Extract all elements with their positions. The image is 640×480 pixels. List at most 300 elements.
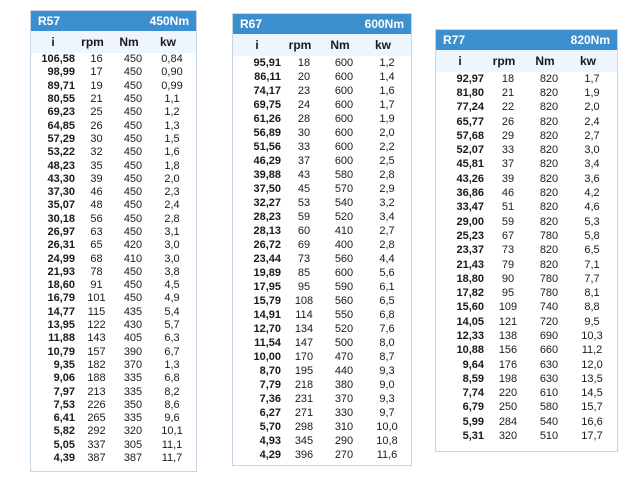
table-row: [436, 301, 617, 315]
cell-rpm: 143: [87, 332, 106, 345]
cell-nm: 310: [334, 420, 354, 433]
cell-i: 7,53: [53, 398, 75, 411]
cell-rpm: 108: [294, 294, 314, 307]
cell-kw: 8,8: [584, 301, 600, 314]
cell-i: 15,79: [253, 294, 281, 307]
cell-nm: 600: [334, 154, 354, 167]
cell-i: 10,88: [456, 344, 484, 357]
table-row: [31, 93, 196, 106]
cell-kw: 3,2: [379, 196, 395, 209]
cell-nm: 820: [539, 201, 559, 214]
cell-nm: 630: [539, 372, 559, 385]
table-row: [233, 196, 411, 210]
cell-rpm: 35: [90, 159, 103, 172]
cell-nm: 820: [539, 72, 559, 85]
cell-i: 23,37: [456, 244, 484, 257]
cell-rpm: 46: [501, 187, 515, 200]
cell-nm: 560: [334, 252, 354, 265]
cell-rpm: 188: [87, 372, 106, 385]
table-row: [233, 378, 411, 392]
cell-rpm: 176: [498, 358, 518, 371]
cell-nm: 570: [334, 182, 354, 195]
cell-nm: 370: [123, 358, 143, 371]
cell-rpm: 25: [90, 106, 103, 119]
cell-i: 11,54: [254, 336, 281, 349]
table-row: [233, 448, 411, 462]
table-row: [233, 140, 411, 154]
cell-kw: 10,8: [376, 434, 398, 447]
torque-label: 820Nm: [570, 33, 610, 47]
cell-rpm: 32: [90, 146, 103, 159]
cell-kw: 1,7: [379, 98, 395, 111]
cell-kw: 10,3: [581, 329, 603, 342]
cell-kw: 3,0: [584, 144, 600, 157]
cell-i: 26,72: [253, 238, 281, 251]
cell-i: 53,22: [47, 146, 75, 159]
cell-rpm: 292: [87, 425, 106, 438]
col-kw: kw: [159, 35, 176, 49]
cell-i: 7,97: [53, 385, 75, 398]
cell-rpm: 250: [498, 401, 518, 414]
table-row: [233, 294, 411, 308]
cell-i: 15,60: [456, 301, 484, 314]
cell-kw: 2,7: [379, 224, 395, 237]
cell-rpm: 51: [501, 201, 515, 214]
cell-i: 81,80: [456, 86, 484, 99]
table-row: [436, 72, 617, 86]
cell-i: 86,11: [254, 70, 281, 83]
cell-rpm: 226: [87, 398, 106, 411]
cell-kw: 2,3: [164, 186, 180, 199]
cell-nm: 450: [123, 119, 143, 132]
cell-i: 51,56: [253, 140, 281, 153]
cell-nm: 820: [539, 101, 559, 114]
cell-kw: 3,4: [584, 158, 600, 171]
cell-nm: 370: [334, 392, 354, 405]
cell-i: 28,13: [253, 224, 281, 237]
cell-i: 39,88: [253, 168, 281, 181]
cell-nm: 405: [123, 332, 143, 345]
cell-nm: 290: [334, 434, 354, 447]
cell-rpm: 33: [297, 140, 311, 153]
table-row: [31, 332, 196, 345]
cell-nm: 500: [334, 336, 354, 349]
cell-rpm: 39: [90, 172, 103, 185]
table-row: [436, 315, 617, 329]
cell-i: 23,44: [253, 252, 281, 265]
cell-nm: 450: [123, 146, 143, 159]
cell-rpm: 26: [90, 119, 103, 132]
cell-i: 64,85: [47, 119, 75, 132]
cell-i: 8,70: [259, 364, 281, 377]
table-row: [233, 364, 411, 378]
cell-nm: 350: [123, 398, 143, 411]
table-row: [436, 358, 617, 372]
cell-i: 10,79: [47, 345, 75, 358]
cell-kw: 8,6: [164, 398, 180, 411]
table-rows: [436, 72, 617, 444]
cell-rpm: 16: [90, 53, 103, 66]
cell-i: 74,17: [253, 84, 281, 97]
cell-nm: 820: [539, 129, 559, 142]
cell-i: 61,26: [253, 112, 281, 125]
cell-rpm: 115: [87, 305, 106, 318]
cell-i: 29,00: [456, 215, 484, 228]
cell-rpm: 33: [501, 144, 515, 157]
cell-rpm: 396: [294, 448, 314, 461]
cell-i: 43,26: [456, 172, 484, 185]
cell-rpm: 48: [90, 199, 103, 212]
cell-i: 6,41: [53, 412, 75, 425]
cell-kw: 2,0: [379, 126, 395, 139]
cell-kw: 0,99: [161, 79, 183, 92]
table-row: [31, 346, 196, 359]
cell-i: 11,88: [48, 332, 75, 345]
cell-kw: 6,5: [379, 294, 395, 307]
cell-i: 7,36: [259, 392, 281, 405]
cell-rpm: 134: [294, 322, 314, 335]
cell-nm: 740: [539, 301, 559, 314]
table-row: [233, 70, 411, 84]
cell-i: 4,39: [53, 452, 75, 465]
cell-kw: 2,8: [379, 168, 395, 181]
table-row: [436, 415, 617, 429]
col-nm: Nm: [330, 38, 350, 52]
cell-nm: 600: [334, 70, 354, 83]
model-label: R77: [443, 33, 466, 47]
cell-rpm: 337: [87, 438, 106, 451]
cell-rpm: 298: [294, 420, 314, 433]
col-i: i: [255, 38, 259, 52]
cell-nm: 450: [123, 199, 143, 212]
cell-i: 14,05: [456, 315, 484, 328]
cell-i: 8,59: [462, 372, 484, 385]
cell-i: 13,95: [47, 319, 75, 332]
table-row: [233, 112, 411, 126]
cell-nm: 450: [123, 159, 143, 172]
cell-nm: 780: [539, 229, 559, 242]
cell-kw: 10,1: [161, 425, 183, 438]
cell-kw: 6,3: [164, 332, 180, 345]
table-row: [436, 186, 617, 200]
cell-nm: 600: [334, 266, 354, 279]
cell-i: 16,79: [47, 292, 75, 305]
cell-nm: 590: [334, 280, 354, 293]
cell-i: 4,29: [259, 448, 281, 461]
table-row: [31, 292, 196, 305]
cell-kw: 2,5: [379, 154, 395, 167]
cell-rpm: 30: [297, 126, 311, 139]
cell-i: 52,07: [456, 144, 484, 157]
cell-i: 69,75: [253, 98, 281, 111]
cell-i: 21,43: [456, 258, 484, 271]
cell-nm: 450: [123, 292, 143, 305]
cell-i: 80,55: [47, 93, 75, 106]
cell-kw: 3,4: [379, 210, 395, 223]
table-row: [31, 385, 196, 398]
cell-kw: 5,3: [584, 215, 600, 228]
cell-kw: 2,9: [379, 182, 395, 195]
cell-rpm: 60: [297, 224, 311, 237]
cell-kw: 2,2: [379, 140, 395, 153]
cell-rpm: 53: [297, 196, 311, 209]
table-row: [31, 53, 196, 66]
cell-i: 46,29: [253, 154, 281, 167]
cell-rpm: 24: [297, 98, 311, 111]
cell-kw: 9,5: [584, 315, 600, 328]
cell-kw: 10,0: [376, 420, 398, 433]
cell-kw: 1,9: [584, 86, 600, 99]
cell-rpm: 20: [297, 70, 311, 83]
cell-i: 36,86: [456, 187, 484, 200]
cell-kw: 8,7: [379, 350, 395, 363]
cell-nm: 630: [539, 358, 559, 371]
cell-i: 14,77: [47, 305, 75, 318]
cell-kw: 2,0: [584, 101, 600, 114]
column-headers: [436, 50, 617, 72]
cell-i: 65,77: [456, 115, 484, 128]
cell-kw: 6,7: [164, 345, 180, 358]
cell-nm: 540: [539, 415, 559, 428]
col-i: i: [51, 35, 55, 49]
cell-nm: 450: [123, 172, 143, 185]
cell-i: 19,89: [253, 266, 281, 279]
table-row: [233, 434, 411, 448]
cell-nm: 820: [539, 244, 559, 257]
table-row: [233, 238, 411, 252]
table-row: [31, 239, 196, 252]
cell-kw: 5,4: [164, 305, 180, 318]
table-row: [31, 372, 196, 385]
cell-rpm: 90: [501, 272, 515, 285]
cell-i: 43,30: [47, 172, 75, 185]
col-nm: Nm: [119, 35, 139, 49]
table-row: [233, 84, 411, 98]
cell-i: 5,05: [53, 438, 75, 451]
col-i: i: [458, 54, 462, 68]
table-row: [436, 244, 617, 258]
table-row: [436, 86, 617, 100]
cell-i: 4,93: [259, 434, 281, 447]
cell-rpm: 65: [90, 239, 103, 252]
cell-rpm: 73: [297, 252, 311, 265]
table-row: [233, 336, 411, 350]
cell-nm: 450: [123, 265, 143, 278]
cell-i: 33,47: [456, 201, 484, 214]
cell-rpm: 109: [498, 301, 518, 314]
column-headers: [233, 34, 411, 56]
table-row: [233, 182, 411, 196]
table-row: [436, 372, 617, 386]
cell-i: 24,99: [47, 252, 75, 265]
cell-kw: 8,0: [379, 336, 395, 349]
model-label: R67: [240, 17, 263, 31]
cell-rpm: 85: [297, 266, 311, 279]
cell-i: 5,82: [53, 425, 75, 438]
cell-rpm: 121: [498, 315, 518, 328]
cell-kw: 8,2: [164, 385, 180, 398]
cell-kw: 11,7: [161, 452, 183, 465]
cell-nm: 450: [123, 106, 143, 119]
table-row: [436, 401, 617, 415]
cell-nm: 470: [334, 350, 354, 363]
cell-kw: 16,6: [581, 415, 603, 428]
cell-kw: 2,4: [164, 199, 180, 212]
col-kw: kw: [579, 54, 596, 68]
table-row: [31, 133, 196, 146]
table-row: [436, 115, 617, 129]
cell-nm: 410: [123, 252, 143, 265]
cell-kw: 7,7: [584, 272, 600, 285]
cell-rpm: 91: [90, 279, 103, 292]
cell-i: 32,27: [253, 196, 281, 209]
cell-rpm: 39: [501, 172, 515, 185]
cell-kw: 6,8: [379, 308, 395, 321]
cell-nm: 610: [539, 387, 559, 400]
cell-nm: 400: [334, 238, 354, 251]
table-row: [436, 201, 617, 215]
cell-rpm: 46: [90, 186, 103, 199]
cell-rpm: 21: [90, 93, 103, 106]
cell-i: 26,97: [47, 226, 75, 238]
cell-rpm: 95: [297, 280, 311, 293]
cell-nm: 440: [334, 364, 354, 377]
cell-rpm: 26: [501, 115, 515, 128]
table-row: [31, 412, 196, 425]
cell-i: 5,70: [259, 420, 281, 433]
cell-rpm: 147: [294, 336, 314, 349]
cell-rpm: 198: [498, 372, 518, 385]
cell-nm: 450: [123, 226, 143, 238]
cell-kw: 3,1: [164, 226, 180, 238]
table-row: [31, 80, 196, 93]
table-row: [31, 439, 196, 452]
cell-i: 57,68: [456, 129, 484, 142]
cell-i: 98,99: [47, 66, 75, 79]
cell-kw: 1,2: [164, 106, 180, 119]
cell-nm: 305: [123, 438, 143, 451]
cell-rpm: 18: [297, 56, 311, 69]
cell-rpm: 387: [87, 452, 106, 465]
cell-i: 106,58: [41, 53, 75, 66]
cell-rpm: 73: [501, 244, 515, 257]
table-row: [31, 425, 196, 438]
cell-i: 10,00: [253, 350, 281, 363]
col-rpm: rpm: [288, 38, 312, 52]
cell-kw: 6,5: [584, 244, 600, 257]
cell-rpm: 37: [297, 154, 311, 167]
cell-kw: 0,90: [161, 66, 183, 79]
cell-i: 30,18: [47, 212, 75, 225]
cell-i: 5,99: [462, 415, 484, 428]
cell-rpm: 23: [297, 84, 311, 97]
table-rows: [233, 56, 411, 462]
cell-nm: 450: [123, 212, 143, 225]
table-row: [31, 119, 196, 132]
cell-kw: 5,7: [164, 319, 180, 332]
cell-rpm: 56: [90, 212, 103, 225]
cell-nm: 600: [334, 84, 354, 97]
cell-kw: 1,6: [164, 146, 180, 159]
cell-rpm: 231: [294, 392, 314, 405]
table-row: [233, 98, 411, 112]
cell-nm: 600: [334, 112, 354, 125]
gear-table-r57: [30, 10, 197, 472]
cell-nm: 820: [539, 158, 559, 171]
cell-kw: 2,0: [164, 172, 180, 185]
gear-table-r67: [232, 13, 412, 466]
table-row: [436, 429, 617, 443]
table-row: [233, 252, 411, 266]
cell-nm: 780: [539, 272, 559, 285]
cell-kw: 17,7: [581, 430, 603, 443]
table-row: [233, 224, 411, 238]
cell-rpm: 114: [295, 308, 313, 321]
cell-nm: 600: [334, 98, 354, 111]
cell-nm: 450: [123, 279, 143, 292]
table-row: [436, 172, 617, 186]
cell-rpm: 284: [498, 415, 518, 428]
table-row: [31, 226, 196, 239]
cell-kw: 4,2: [584, 187, 600, 200]
table-row: [31, 252, 196, 265]
cell-rpm: 345: [294, 434, 314, 447]
cell-rpm: 195: [294, 364, 314, 377]
cell-i: 6,27: [259, 406, 281, 419]
cell-kw: 14,5: [581, 387, 603, 400]
cell-rpm: 43: [297, 168, 311, 181]
col-kw: kw: [374, 38, 391, 52]
cell-i: 12,70: [253, 322, 281, 335]
cell-nm: 540: [334, 196, 354, 209]
cell-kw: 5,8: [584, 229, 600, 242]
cell-kw: 9,6: [164, 412, 180, 425]
cell-rpm: 218: [294, 378, 314, 391]
cell-kw: 1,7: [584, 72, 600, 85]
cell-rpm: 29: [501, 129, 515, 142]
cell-rpm: 67: [501, 229, 515, 242]
cell-kw: 7,6: [379, 322, 395, 335]
table-row: [233, 126, 411, 140]
cell-kw: 15,7: [581, 401, 603, 414]
cell-i: 12,33: [456, 329, 484, 342]
cell-rpm: 213: [87, 385, 106, 398]
column-headers: [31, 31, 196, 53]
table-row: [436, 129, 617, 143]
table-row: [233, 210, 411, 224]
cell-rpm: 69: [297, 238, 311, 251]
table-row: [436, 229, 617, 243]
cell-nm: 780: [539, 287, 559, 300]
cell-i: 26,31: [47, 239, 75, 252]
cell-rpm: 59: [501, 215, 515, 228]
cell-kw: 4,5: [164, 279, 180, 292]
cell-kw: 1,2: [379, 56, 395, 69]
cell-i: 9,35: [53, 358, 75, 371]
table-row: [233, 308, 411, 322]
cell-kw: 3,6: [584, 172, 600, 185]
cell-nm: 435: [123, 305, 143, 318]
table-row: [436, 143, 617, 157]
cell-rpm: 18: [501, 72, 515, 85]
cell-nm: 820: [539, 215, 559, 228]
cell-i: 17,82: [456, 287, 484, 300]
cell-kw: 1,6: [379, 84, 395, 97]
cell-kw: 9,3: [379, 364, 395, 377]
table-row: [436, 101, 617, 115]
cell-nm: 430: [123, 319, 143, 332]
table-row: [233, 420, 411, 434]
